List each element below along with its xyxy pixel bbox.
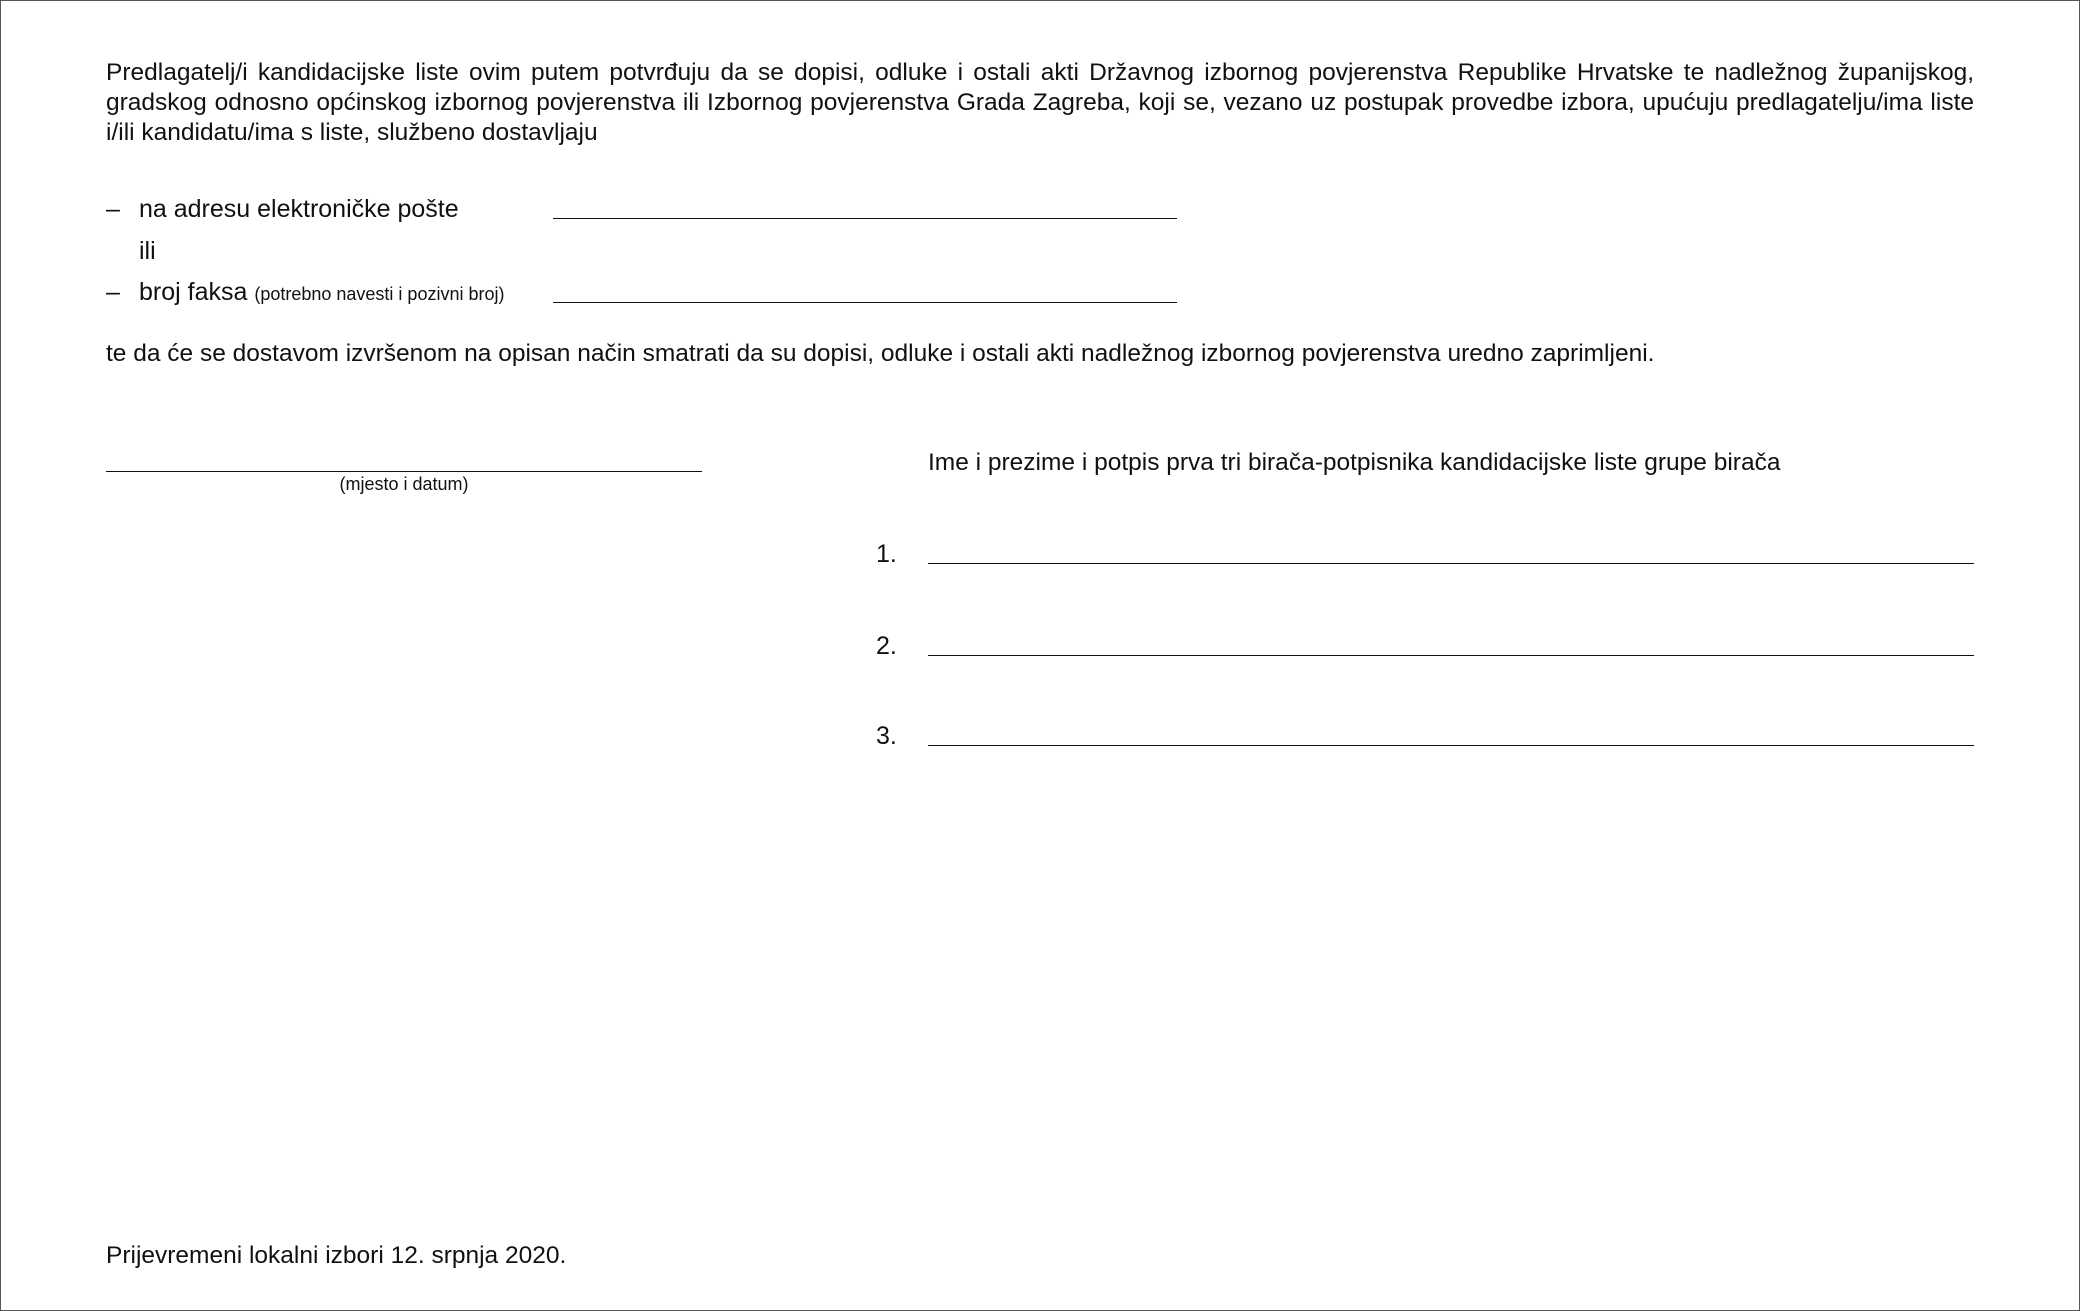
signature-number-2: 2. bbox=[876, 632, 897, 660]
signatures-heading: Ime i prezime i potpis prva tri birača-potpisnika kandidacijske liste grupe birača bbox=[928, 449, 1781, 476]
place-date-caption: (mjesto i datum) bbox=[339, 474, 469, 494]
fax-field[interactable] bbox=[553, 302, 1177, 303]
place-date-field[interactable] bbox=[106, 471, 702, 472]
fax-dash: – bbox=[106, 278, 120, 306]
signature-field-1[interactable] bbox=[928, 563, 1974, 564]
signature-field-3[interactable] bbox=[928, 745, 1974, 746]
outro-paragraph: te da će se dostavom izvršenom na opisan način smatrati da su dopisi, odluke i ostali akti nadležnog izbornog povjerenstva uredno zaprimljeni. bbox=[106, 340, 1655, 367]
signature-field-2[interactable] bbox=[928, 655, 1974, 656]
intro-paragraph: Predlagatelj/i kandidacijske liste ovim putem potvrđuju da se dopisi, odluke i ostali akti Državnog izbornog povjerenstva Republike Hrvatske te nadležnog županijskog, gradskog odnosno općinskog izbornog povjerenstva ili Izbornog povjerenstva Grada Zagreba, koji se, vezano uz postupak provedbe izbora, upućuju predlagatelju/ima liste i/ili kandidatu/ima s liste, službeno dostavljaju bbox=[106, 59, 1974, 146]
signature-number-3: 3. bbox=[876, 722, 897, 750]
footer-election-note: Prijevremeni lokalni izbori 12. srpnja 2020. bbox=[106, 1242, 567, 1269]
email-field[interactable] bbox=[553, 218, 1177, 219]
email-label: na adresu elektroničke pošte bbox=[139, 195, 459, 223]
fax-label-group bbox=[139, 277, 504, 309]
or-label: ili bbox=[139, 237, 156, 265]
email-dash: – bbox=[106, 195, 120, 223]
fax-label: broj faksa bbox=[139, 278, 248, 306]
fax-note: (potrebno navesti i pozivni broj) bbox=[254, 284, 505, 304]
signature-number-1: 1. bbox=[876, 540, 897, 568]
